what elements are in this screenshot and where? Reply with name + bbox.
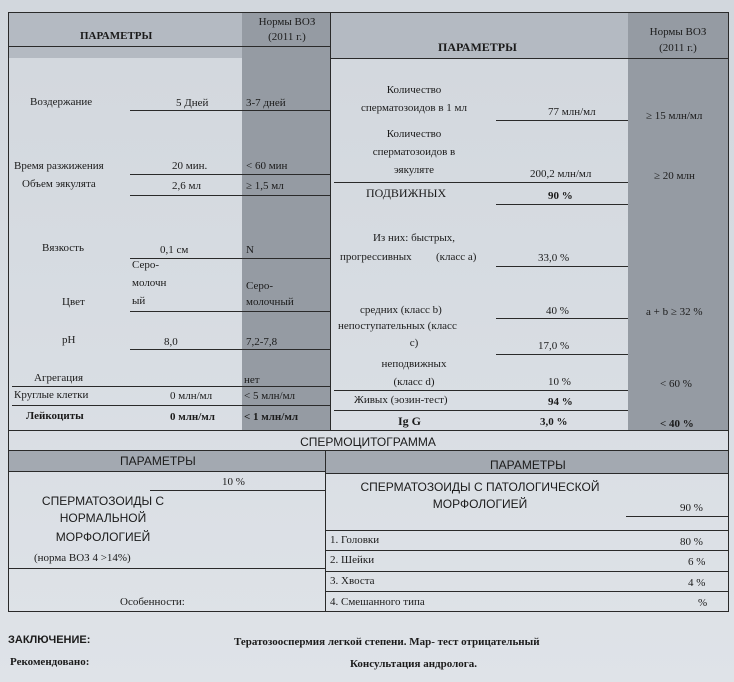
right-norms-column [628,12,728,430]
ph-value: 8,0 [164,336,178,348]
viscosity-norm: N [246,244,254,256]
fast-label-2: прогрессивных [340,251,412,263]
tails-value: 4 % [688,577,706,589]
igg-label: Ig G [398,414,422,428]
conc-per-ml-value: 77 млн/мл [548,106,596,118]
spermogram-right-params: ПАРАМЕТРЫ [490,458,566,472]
leukocytes-value: 0 млн/мл [170,411,215,423]
spermogram-left-params: ПАРАМЕТРЫ [120,454,196,468]
round-cells-value: 0 млн/мл [170,390,213,402]
motile-value: 90 % [548,190,573,202]
heads-line [326,550,728,551]
abstinence-line [130,110,330,111]
right-norms-header-2: (2011 г.) [659,42,697,54]
conclusion-label: ЗАКЛЮЧЕНИЕ: [8,634,91,646]
normal-morph-bottom-line [8,568,326,569]
conc-per-ml-line [496,120,628,121]
normal-morph-label-3: МОРФОЛОГИЕЙ [55,530,151,544]
nonprogressive-value: 17,0 % [538,340,570,352]
conc-per-ml-label-2: сперматозоидов в 1 мл [361,102,467,114]
color-norm-1: Серо- [246,280,274,292]
fast-label-1: Из них: быстрых, [372,232,456,244]
medium-norm: a + b ≥ 32 % [646,306,703,318]
round-cells-line [12,405,330,406]
aggregation-norm: нет [244,374,260,386]
header-bottom-right [330,58,728,59]
normal-morph-value: 10 % [222,476,245,488]
viscosity-value: 0,1 см [160,244,189,256]
round-cells-norm: < 5 млн/мл [244,390,296,402]
frame-left [8,12,9,612]
conc-total-value: 200,2 млн/мл [530,168,592,180]
immotile-label-2: (класс d) [393,376,435,388]
round-cells-label: Круглые клетки [14,389,89,401]
medium-label: средних (класс b) [360,304,442,316]
alive-label: Живых (эозин-тест) [354,394,448,406]
liquefaction-value: 20 мин. [172,160,208,172]
conc-total-label-3: эякуляте [393,164,435,176]
conclusion-text: Тератозооспермия легкой степени. Мар- тест отрицательный [234,636,540,648]
frame-mid [330,12,331,430]
nonprogressive-label-2: c) [409,337,419,349]
path-morph-label-1: СПЕРМАТОЗОИДЫ С ПАТОЛОГИЧЕСКОЙ [360,480,600,494]
conc-total-norm: ≥ 20 млн [654,170,695,182]
medium-value: 40 % [546,305,569,317]
mixed-value: % [698,597,708,609]
fast-value: 33,0 % [538,252,570,264]
normal-morph-value-line [150,490,326,491]
color-norm-2: молочный [246,296,294,308]
recommended-label: Рекомендовано: [10,656,90,668]
volume-value: 2,6 мл [172,180,201,192]
immotile-label-1: неподвижных [381,358,447,370]
color-value-1: Серо- [132,259,160,271]
liquefaction-line [130,174,330,175]
color-value-2: молочн [132,277,167,289]
tails-line [326,591,728,592]
conc-total-label-1: Количество [386,128,442,140]
necks-label: 2. Шейки [330,554,375,566]
heads-value: 80 % [680,536,703,548]
right-norms-header-1: Нормы ВОЗ [649,26,707,38]
igg-value: 3,0 % [540,416,568,428]
abstinence-norm: 3-7 дней [246,97,286,109]
tails-label: 3. Хвоста [330,575,375,587]
volume-norm: ≥ 1,5 мл [246,180,284,192]
color-label: Цвет [62,296,85,308]
spermogram-divider [325,451,326,612]
medium-line [496,318,628,319]
frame-right [728,12,729,612]
aggregation-label: Агрегация [34,372,84,384]
heads-top-line [326,530,728,531]
spermogram-top-line [8,430,728,431]
motile-line [496,204,628,205]
right-params-header: ПАРАМЕТРЫ [438,40,517,54]
liquefaction-norm: < 60 мин [246,160,288,172]
fast-line [496,266,628,267]
header-bottom-left [8,46,330,47]
immotile-value: 10 % [548,376,571,388]
ph-label: pH [62,334,76,346]
normal-morph-label-2: НОРМАЛЬНОЙ [59,511,147,525]
features-label: Особенности: [120,596,185,608]
aggregation-line [12,386,330,387]
abstinence-value: 5 Дней [176,97,209,109]
leukocytes-label: Лейкоциты [26,410,84,422]
recommended-text: Консультация андролога. [350,658,478,670]
normal-morph-note: (норма ВОЗ 4 >14%) [34,552,131,564]
fast-label-3: (класс а) [436,251,477,263]
left-norms-header-1: Нормы ВОЗ [258,16,316,28]
viscosity-label: Вязкость [42,242,85,254]
necks-line [326,571,728,572]
frame-top [8,12,728,13]
volume-label: Объем эякулята [22,178,96,190]
motile-label: ПОДВИЖНЫХ [366,186,447,200]
spermogram-title: СПЕРМОЦИТОГРАММА [300,435,436,449]
immotile-norm: < 60 % [660,378,692,390]
ph-norm: 7,2-7,8 [246,336,278,348]
igg-norm: < 40 % [660,418,694,430]
normal-morph-label-1: СПЕРМАТОЗОИДЫ С [41,494,165,508]
nonprogressive-label-1: непоступательных (класс [338,320,457,332]
left-params-header: ПАРАМЕТРЫ [80,30,153,42]
conc-per-ml-label-1: Количество [386,84,442,96]
path-morph-value: 90 % [680,502,703,514]
spermogram-left-header-line [8,471,326,472]
viscosity-line [130,258,330,259]
color-line [130,311,330,312]
heads-label: 1. Головки [330,534,380,546]
left-norms-header-2: (2011 г.) [268,31,306,43]
conc-total-label-2: сперматозоидов в [372,146,456,158]
nonprogressive-line [496,354,628,355]
liquefaction-label: Время разжижения [14,160,104,172]
spermogram-bottom-line [8,611,728,612]
ph-line [130,349,330,350]
volume-line [130,195,330,196]
immotile-line [334,390,628,391]
left-norms-column [242,12,330,430]
alive-value: 94 % [548,396,573,408]
path-morph-line [626,516,728,517]
mixed-label: 4. Смешанного типа [330,596,425,608]
leukocytes-norm: < 1 млн/мл [244,411,298,423]
color-value-3: ый [132,295,146,307]
conc-per-ml-norm: ≥ 15 млн/мл [646,110,703,122]
conc-total-line [334,182,628,183]
spermogram-right-header-line [326,473,728,474]
necks-value: 6 % [688,556,706,568]
path-morph-label-2: МОРФОЛОГИЕЙ [432,497,528,511]
alive-line [334,410,628,411]
abstinence-label: Воздержание [30,96,93,108]
